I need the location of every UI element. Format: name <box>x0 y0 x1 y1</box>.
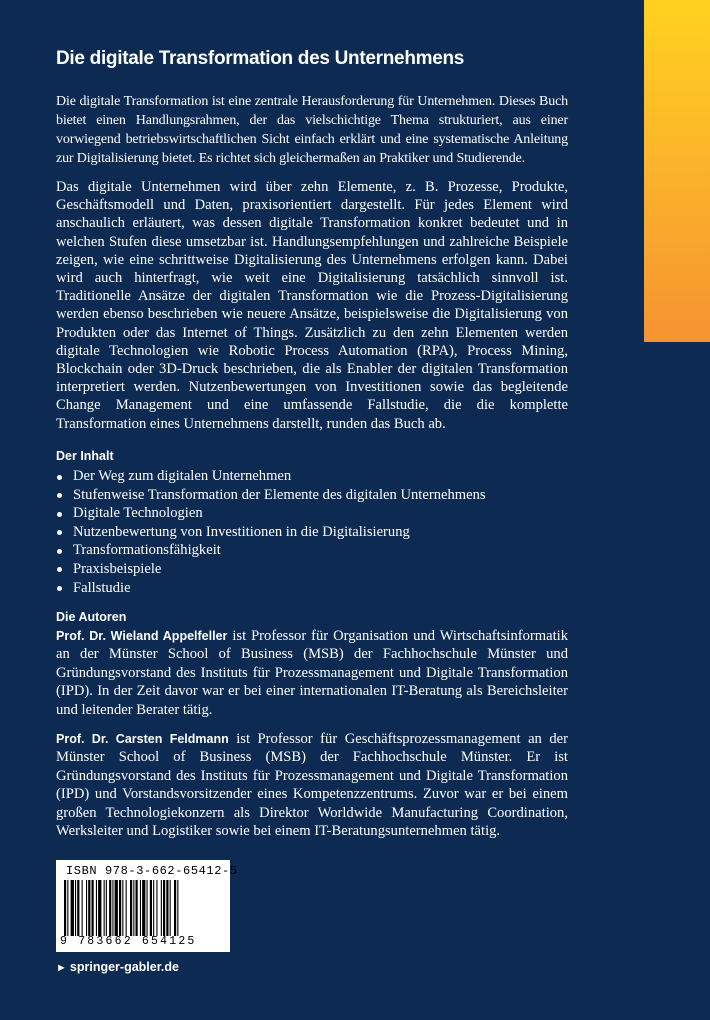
barcode-digits: 9 783662 654125 <box>60 935 197 948</box>
barcode-bar <box>161 880 162 936</box>
author-bio-appelfeller <box>56 627 568 719</box>
barcode-bar <box>170 880 171 936</box>
barcode-bar <box>174 880 176 936</box>
barcode-bar <box>104 880 105 936</box>
author-name: Prof. Dr. Wieland Appelfeller <box>56 629 228 643</box>
list-item: Nutzenbewertung von Investitionen in die Digitalisierung <box>56 523 486 542</box>
book-title: Die digitale Transformation des Unternehmens <box>56 48 465 69</box>
barcode-bar <box>77 880 79 936</box>
list-item: Praxisbeispiele <box>56 560 486 579</box>
barcode-bar <box>88 880 90 936</box>
barcode-bar <box>98 880 101 936</box>
barcode-bar <box>150 880 152 936</box>
barcode-bar <box>71 880 74 936</box>
website-url: springer-gabler.de <box>69 960 179 974</box>
barcode-bar <box>86 880 87 936</box>
contents-list <box>56 467 486 597</box>
orange-accent-bar <box>644 0 710 342</box>
barcode-bar <box>82 880 83 936</box>
barcode-bar <box>136 880 138 936</box>
barcode-bar <box>112 880 113 936</box>
isbn-barcode <box>56 860 238 952</box>
barcode-bar <box>142 880 145 936</box>
barcode-bar <box>177 880 178 936</box>
barcode-bar <box>140 880 141 936</box>
isbn-label: ISBN 978-3-662-65412-5 <box>66 864 238 878</box>
publisher-website-link[interactable] <box>56 960 179 974</box>
list-item: Stufenweise Transformation der Elemente des digitalen Unternehmens <box>56 486 486 505</box>
barcode-bar <box>106 880 107 936</box>
barcode-bar <box>92 880 94 936</box>
barcode-bar <box>64 880 66 936</box>
barcode-bar <box>96 880 97 936</box>
list-item: Transformationsfähigkeit <box>56 541 486 560</box>
barcode-bar <box>130 880 132 936</box>
author-bio: ist Professor für Geschäftsprozessmanagement an der Münster School of Business (MSB) der Fachhochschule Münster. Er ist Gründungsvorstand des Instituts für Prozessmanagement und Digitale Transformation (IPD) und Vorstandsvorsitzender eines Kompetenzzentrums. Zuvor war er bei einem großen Technologiekonzern als Direktor Worldwide Manufacturing Coordination, Werksleiter und Logistiker sowie bei einem IT-Beratungsunternehmen tätig. <box>56 731 568 840</box>
list-item: Fallstudie <box>56 579 486 598</box>
contents-heading: Der Inhalt <box>56 449 114 463</box>
barcode-bars <box>64 880 222 936</box>
list-item: Der Weg zum digitalen Unternehmen <box>56 467 486 486</box>
triangle-arrow-icon: ► <box>56 962 67 974</box>
barcode-bar <box>163 880 165 936</box>
barcode-bar <box>115 880 118 936</box>
barcode-bar <box>156 880 157 936</box>
barcode-bar <box>153 880 154 936</box>
authors-heading: Die Autoren <box>56 610 127 624</box>
barcode-bar <box>147 880 148 936</box>
barcode-bar <box>133 880 134 936</box>
barcode-bar <box>75 880 76 936</box>
barcode-bar <box>119 880 121 936</box>
list-item: Digitale Technologien <box>56 504 486 523</box>
barcode-bar <box>67 880 68 936</box>
barcode-bar <box>122 880 123 936</box>
author-bio: ist Professor für Organisation und Wirtschaftsinformatik an der Münster School of Business (MSB) der Fachhochschule Münster und Gründungsvorstand des Instituts für Prozessmanagement und Digitale Transformation (IPD). In der Zeit davor war er bei einer internationalen IT-Beratung als Bereichsleiter und leitender Berater tätig. <box>56 628 569 718</box>
barcode-bar <box>126 880 127 936</box>
author-name: Prof. Dr. Carsten Feldmann <box>56 732 229 746</box>
barcode-bar <box>166 880 168 936</box>
intro-paragraph: Die digitale Transformation ist eine zentrale Herausforderung für Unternehmen. Dieses Buch bietet einen Handlungsrahmen, der das vielschichtige Thema strukturiert, aus einer vorwiegend betriebswirtschaftlichen Sicht einfach erklärt und eine systematische Anleitung zur Digitalisierung bietet. Es richtet sich gleichermaßen an Praktiker und Studierende. <box>56 94 568 166</box>
author-bio-feldmann <box>56 730 568 840</box>
main-paragraph: Das digitale Unternehmen wird über zehn Elemente, z. B. Prozesse, Produkte, Geschäftsmodell und Daten, praxisorientiert dargestellt. Für jedes Element wird anschaulich erläutert, was dessen digitale Transformation konkret bedeutet und in welchen Stufen diese umsetzbar ist. Handlungsempfehlungen und zahlreiche Beispiele zeigen, wie eine schrittweise Digitalisierung des Unternehmens erfolgen kann. Dabei wird auch hinterfragt, wie weit eine Digitalisierung tatsächlich sinnvoll ist. Traditionelle Ansätze der digitalen Transformation wie die Prozess-Digitalisierung werden ebenso beschrieben wie neuere Ansätze, beispielsweise die Digitalisierung von Produkten oder das Internet of Things. Zusätzlich zu den zehn Elementen werden digitale Technologien wie Robotic Process Automation (RPA), Process Mining, Blockchain oder 3D-Druck beschrieben, die als Enabler der digitalen Transformation interpretiert werden. Nutzenbewertungen von Investitionen sowie das begleitende Change Management und eine umfassende Fallstudie, die die komplette Transformation eines Unternehmens darstellt, runden das Buch ab. <box>56 179 568 432</box>
barcode-bar <box>109 880 111 936</box>
